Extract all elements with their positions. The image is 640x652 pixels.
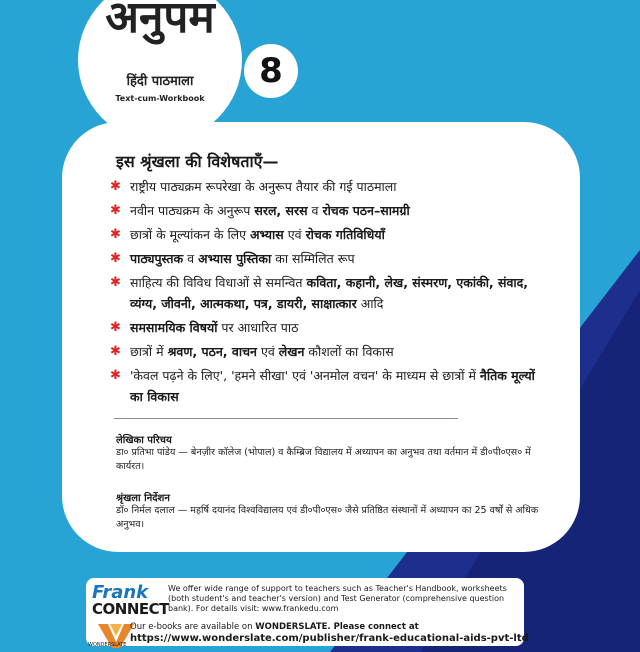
feature-item: ✱ 'केवल पढ़ने के लिए', 'हमने सीखा' एवं 'अनमोल वचन' के माध्यम से छात्रों में नैतिक मूल्यों का विकास: [108, 365, 548, 407]
star-bullet-icon: ✱: [110, 320, 121, 335]
divider: [114, 418, 458, 419]
feature-item: ✱ नवीन पाठ्यक्रम के अनुरूप सरल, सरस व रोचक पठन–सामग्री: [108, 200, 548, 221]
star-bullet-icon: ✱: [110, 368, 121, 383]
wonderslate-link[interactable]: https://www.wonderslate.com/publisher/frank-educational-aids-pvt-ltd: [130, 633, 529, 644]
star-bullet-icon: ✱: [110, 344, 121, 359]
star-bullet-icon: ✱: [110, 227, 121, 242]
logo-tagline: Text-cum-Workbook: [115, 94, 205, 103]
features-list: [108, 176, 548, 410]
feature-item: ✱ साहित्य की विविध विधाओं से समन्वित कविता, कहानी, लेख, संस्मरण, एकांकी, संवाद, व्यंग्य, जीवनी, आत्मकथा, पत्र, डायरी, साक्षात्कार आदि: [108, 272, 548, 314]
series-guidance-text: डॉ० निर्मल दलाल — महर्षि दयानंद विश्वविद्यालय एवं डी०पी०एस० जैसे प्रतिष्ठित संस्थानों में अध्यापन का 25 वर्षों से अधिक अनुभव।: [116, 505, 539, 530]
star-bullet-icon: ✱: [110, 203, 121, 218]
star-bullet-icon: ✱: [110, 179, 121, 194]
feature-item: ✱ समसामयिक विषयों पर आधारित पाठ: [108, 317, 548, 338]
grade-number: 8: [244, 44, 298, 98]
feature-item: ✱ छात्रों में श्रवण, पठन, वाचन एवं लेखन कौशलों का विकास: [108, 341, 548, 362]
star-bullet-icon: ✱: [110, 251, 121, 266]
author-heading: लेखिका परिचय: [116, 435, 172, 446]
author-text: डा० प्रतिभा पांडेय — बेनज़ीर कॉलेज (भोपाल) व कैम्ब्रिज विद्यालय में अध्यापन का अनुभव तथा वर्तमान में डी०पी०एस० में कार्यरत।: [116, 447, 531, 472]
promo-text: We offer wide range of support to teachers such as Teacher's Handbook, worksheets (both student's and teacher's version) and Test Generator (comprehensive question bank). For details visit: www.frankedu.com: [168, 584, 507, 613]
star-bullet-icon: ✱: [110, 275, 121, 290]
logo-title: अनुपम: [105, 0, 215, 43]
wonderslate-logo-label: WONDERSLATE: [88, 642, 127, 648]
ebook-text: Our e-books are available on WONDERSLATE. Please connect at: [130, 622, 419, 632]
feature-item: ✱ पाठ्यपुस्तक व अभ्यास पुस्तिका का सम्मिलित रूप: [108, 248, 548, 269]
features-heading: इस श्रृंखला की विशेषताएँ—: [116, 152, 279, 171]
series-guidance-heading: श्रृंखला निर्देशन: [116, 493, 170, 504]
frank-connect-logo: Frank CONNECT: [92, 582, 169, 618]
logo-subtitle: हिंदी पाठमाला: [126, 74, 194, 89]
feature-item: ✱ राष्ट्रीय पाठ्यक्रम रूपरेखा के अनुरूप तैयार की गई पाठमाला: [108, 176, 548, 197]
feature-item: ✱ छात्रों के मूल्यांकन के लिए अभ्यास एवं रोचक गतिविधियाँ: [108, 224, 548, 245]
